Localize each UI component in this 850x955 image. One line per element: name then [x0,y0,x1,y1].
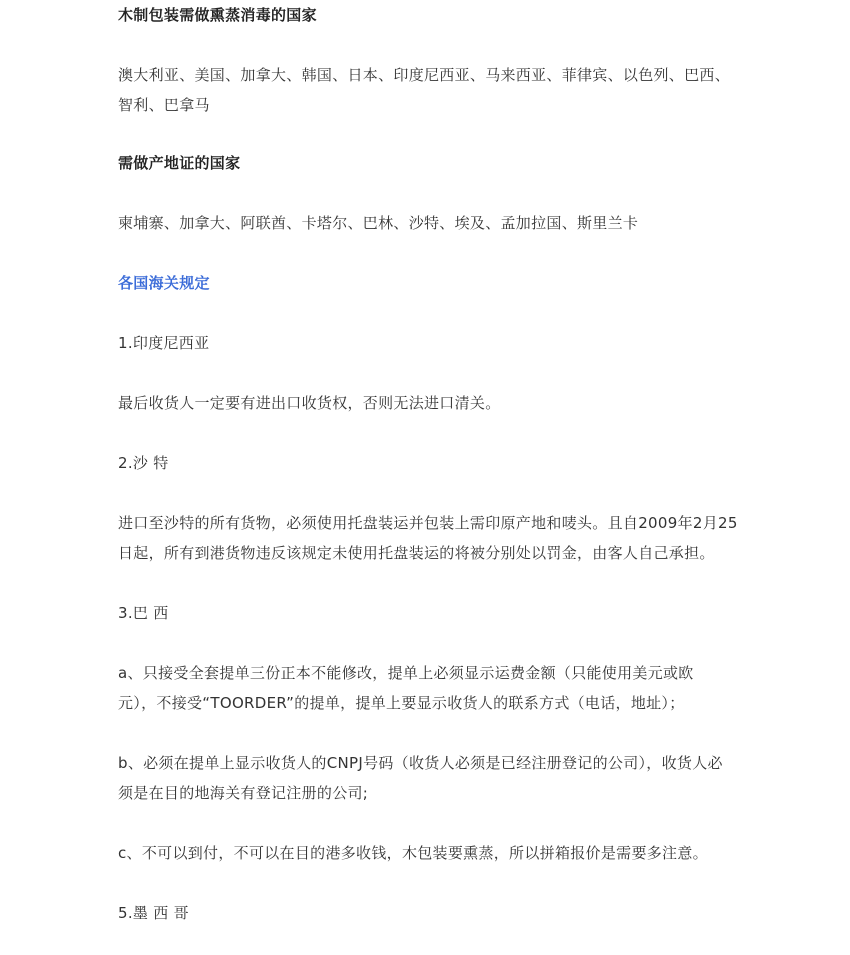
brazil-title: 3.巴 西 [118,604,169,622]
saudi-rule-line-2: 日起，所有到港货物违反该规定未使用托盘装运的将被分别处以罚金，由客人自己承担。 [118,544,715,562]
indonesia-title: 1.印度尼西亚 [118,334,210,352]
section-heading-fumigation: 木制包装需做熏蒸消毒的国家 [118,6,317,24]
saudi-rule-line-1: 进口至沙特的所有货物，必须使用托盘装运并包装上需印原产地和唛头。且自2009年2月25 [118,514,738,532]
section-heading-origin-certificate: 需做产地证的国家 [118,154,241,172]
brazil-rule-a-line-2: 元），不接受“TOORDER”的提单，提单上要显示收货人的联系方式（电话，地址）； [118,694,685,712]
fumigation-countries-line-2: 智利、巴拿马 [118,96,210,114]
saudi-title: 2.沙 特 [118,454,169,472]
brazil-rule-c: c、不可以到付，不可以在目的港多收钱，木包装要熏蒸，所以拼箱报价是需要多注意。 [118,844,708,862]
section-heading-customs-rules: 各国海关规定 [118,274,210,292]
mexico-title: 5.墨 西 哥 [118,904,189,922]
brazil-rule-b-line-1: b、必须在提单上显示收货人的CNPJ号码（收货人必须是已经注册登记的公司），收货人必 [118,754,723,772]
brazil-rule-b-line-2: 须是在目的地海关有登记注册的公司; [118,784,369,802]
brazil-rule-a-line-1: a、只接受全套提单三份正本不能修改，提单上必须显示运费金额（只能使用美元或欧 [118,664,694,682]
fumigation-countries-line-1: 澳大利亚、美国、加拿大、韩国、日本、印度尼西亚、马来西亚、菲律宾、以色列、巴西、 [118,66,731,84]
indonesia-rule: 最后收货人一定要有进出口收货权，否则无法进口清关。 [118,394,501,412]
origin-certificate-countries: 柬埔寨、加拿大、阿联酋、卡塔尔、巴林、沙特、埃及、孟加拉国、斯里兰卡 [118,214,639,232]
